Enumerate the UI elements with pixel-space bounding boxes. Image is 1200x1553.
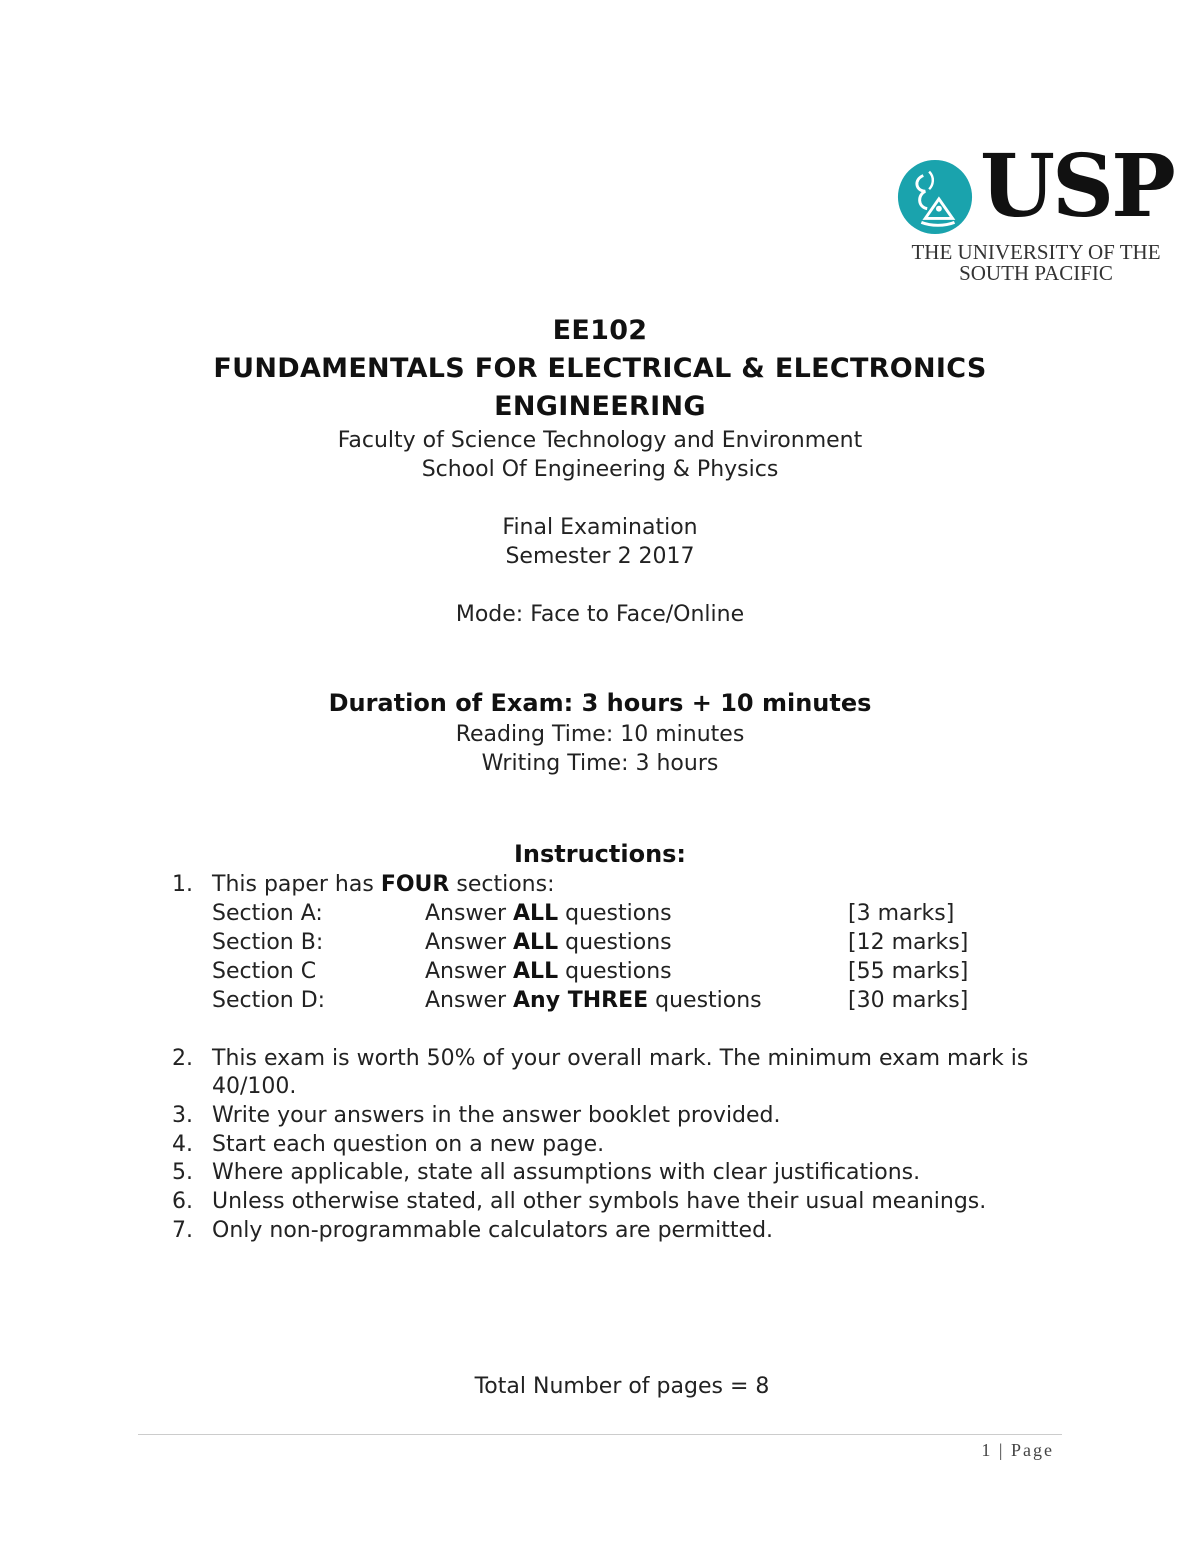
section-marks: [55 marks] xyxy=(848,959,969,984)
instruction-number: 1. xyxy=(172,872,193,897)
instruction-text: Where applicable, state all assumptions with clear justifications. xyxy=(212,1160,921,1185)
section-rule: Answer Any THREE questions xyxy=(425,988,762,1013)
instruction-text: Unless otherwise stated, all other symbols have their usual meanings. xyxy=(212,1189,987,1214)
total-pages: Total Number of pages = 8 xyxy=(474,1374,770,1399)
usp-emblem-icon xyxy=(896,158,974,236)
section-marks: [30 marks] xyxy=(848,988,969,1013)
footer-divider xyxy=(138,1434,1062,1435)
university-name xyxy=(898,242,1174,284)
section-name: Section D: xyxy=(212,988,326,1013)
university-name-line1: THE UNIVERSITY OF THE xyxy=(911,240,1161,264)
section-name: Section A: xyxy=(212,901,323,926)
exam-semester: Semester 2 2017 xyxy=(505,544,695,569)
usp-logo xyxy=(894,136,1174,285)
instruction-text: Start each question on a new page. xyxy=(212,1132,605,1157)
instruction-number: 4. xyxy=(172,1132,193,1157)
usp-wordmark: USP xyxy=(980,136,1173,237)
duration-block xyxy=(0,686,1200,778)
course-title-line2: ENGINEERING xyxy=(494,391,706,422)
exam-title-block xyxy=(0,312,1200,629)
page-number: 1 | Page xyxy=(981,1440,1054,1460)
instruction-number: 7. xyxy=(172,1218,193,1243)
course-title-line1: FUNDAMENTALS FOR ELECTRICAL & ELECTRONICS xyxy=(213,353,987,384)
instruction-number: 2. xyxy=(172,1046,193,1071)
instruction-number: 5. xyxy=(172,1160,193,1185)
instruction-number: 3. xyxy=(172,1103,193,1128)
instruction-text: This paper has FOUR sections: xyxy=(212,872,555,897)
duration-title: Duration of Exam: 3 hours + 10 minutes xyxy=(328,689,872,717)
section-name: Section C xyxy=(212,959,317,984)
instruction-text: This exam is worth 50% of your overall mark. The minimum exam mark is xyxy=(212,1046,1029,1071)
section-rule: Answer ALL questions xyxy=(425,959,672,984)
exam-mode: Mode: Face to Face/Online xyxy=(455,602,745,627)
instruction-text: Write your answers in the answer booklet provided. xyxy=(212,1103,781,1128)
university-name-line2: SOUTH PACIFIC xyxy=(959,261,1113,285)
section-rule: Answer ALL questions xyxy=(425,930,672,955)
course-code: EE102 xyxy=(552,315,648,346)
instructions-title: Instructions: xyxy=(513,840,687,868)
reading-time: Reading Time: 10 minutes xyxy=(455,722,745,747)
school-name: School Of Engineering & Physics xyxy=(421,457,779,482)
instruction-text: 40/100. xyxy=(212,1074,297,1099)
writing-time: Writing Time: 3 hours xyxy=(481,751,719,776)
section-marks: [12 marks] xyxy=(848,930,969,955)
section-marks: [3 marks] xyxy=(848,901,955,926)
section-rule: Answer ALL questions xyxy=(425,901,672,926)
section-name: Section B: xyxy=(212,930,324,955)
instruction-number: 6. xyxy=(172,1189,193,1214)
exam-type: Final Examination xyxy=(502,515,698,540)
faculty-name: Faculty of Science Technology and Environment xyxy=(337,428,863,453)
instruction-text: Only non-programmable calculators are permitted. xyxy=(212,1218,774,1243)
